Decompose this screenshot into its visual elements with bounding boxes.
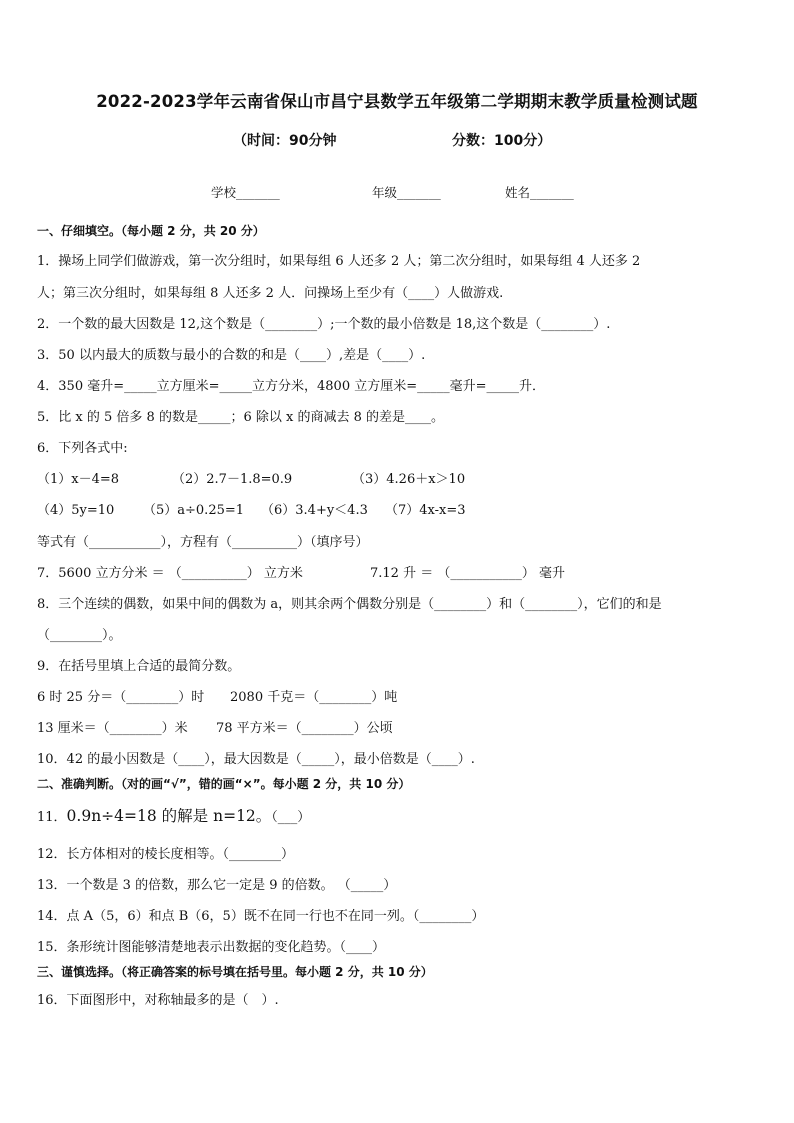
- question-10: 10．42 的最小因数是（____），最大因数是（_____），最小倍数是（____）.: [37, 752, 475, 767]
- question-3: 3．50 以内最大的质数与最小的合数的和是（____）,差是（____）.: [37, 348, 426, 363]
- question-11-text: 0.9n÷4=18 的解是 n=12。: [66, 807, 272, 825]
- question-9: 9．在括号里填上合适的最简分数。: [37, 659, 241, 674]
- question-9-item-2: 2080 千克＝（________）吨: [230, 690, 398, 705]
- question-16: 16．下面图形中，对称轴最多的是（ ）.: [37, 993, 279, 1008]
- section-heading-multiple-choice: 三、谨慎选择。（将正确答案的标号填在括号里。每小题 2 分，共 10 分）: [37, 965, 433, 979]
- question-6-item-5: （5）a÷0.25=1: [143, 503, 245, 518]
- question-8-line-1: 8．三个连续的偶数，如果中间的偶数为 a，则其余两个偶数分别是（________）和（________），它们的和是: [37, 597, 662, 612]
- question-6-item-4: （4）5y=10: [37, 503, 115, 518]
- question-2: 2．一个数的最大因数是 12,这个数是（________）;一个数的最小倍数是 18,这个数是（________）.: [37, 317, 611, 332]
- question-7-part-1: 7．5600 立方分米 ＝ （__________） 立方米: [37, 566, 303, 581]
- section-heading-true-false: 二、准确判断。（对的画“√”，错的画“×”。每小题 2 分，共 10 分）: [37, 777, 411, 791]
- question-9-item-1: 6 时 25 分＝（________）时: [37, 690, 205, 705]
- exam-time: （时间：90分钟: [233, 133, 337, 149]
- grade-field: 年级_______: [372, 185, 441, 200]
- section-heading-fill-blank: 一、仔细填空。（每小题 2 分，共 20 分）: [37, 224, 265, 238]
- question-13: 13．一个数是 3 的倍数，那么它一定是 9 的倍数。 （_____）: [37, 878, 397, 893]
- question-7-part-2: 7.12 升 ＝ （___________） 毫升: [370, 566, 565, 581]
- question-6: 6．下列各式中:: [37, 441, 128, 456]
- question-15: 15．条形统计图能够清楚地表示出数据的变化趋势。（____）: [37, 940, 386, 955]
- question-6-item-2: （2）2.7－1.8=0.9: [172, 472, 293, 487]
- question-6-item-1: （1）x－4=8: [37, 472, 120, 487]
- question-6-item-7: （7）4x-x=3: [385, 503, 466, 518]
- question-6-item-3: （3）4.26＋x＞10: [352, 472, 466, 487]
- question-11: [37, 804, 310, 826]
- question-1-line-2: 人；第三次分组时，如果每组 8 人还多 2 人．问操场上至少有（____）人做游戏.: [37, 286, 504, 301]
- question-1-line-1: 1．操场上同学们做游戏，第一次分组时，如果每组 6 人还多 2 人；第二次分组时，如果每组 4 人还多 2: [37, 254, 641, 269]
- question-11-blank: （___）: [271, 810, 311, 825]
- question-14: 14．点 A（5，6）和点 B（6，5）既不在同一行也不在同一列。（________）: [37, 909, 485, 924]
- question-4: 4．350 毫升=_____立方厘米=_____立方分米，4800 立方厘米=_____毫升=_____升．: [37, 379, 546, 394]
- page-title: 2022-2023学年云南省保山市昌宁县数学五年级第二学期期末教学质量检测试题: [96, 92, 698, 111]
- question-12: 12．长方体相对的棱长度相等。（________）: [37, 847, 295, 862]
- question-6-answer: 等式有（___________），方程有（__________）（填序号）: [37, 535, 369, 550]
- question-9-item-3: 13 厘米＝（________）米: [37, 721, 188, 736]
- school-field: 学校_______: [211, 185, 280, 200]
- exam-score: 分数：100分）: [452, 133, 552, 149]
- question-6-item-6: （6）3.4+y＜4.3: [261, 503, 368, 518]
- question-9-item-4: 78 平方米＝（________）公顷: [216, 721, 393, 736]
- name-field: 姓名_______: [505, 185, 574, 200]
- question-5: 5．比 x 的 5 倍多 8 的数是_____；6 除以 x 的商减去 8 的差是____。: [37, 410, 444, 425]
- question-8-line-2: （________）。: [37, 628, 122, 643]
- question-11-number: 11．: [37, 810, 67, 825]
